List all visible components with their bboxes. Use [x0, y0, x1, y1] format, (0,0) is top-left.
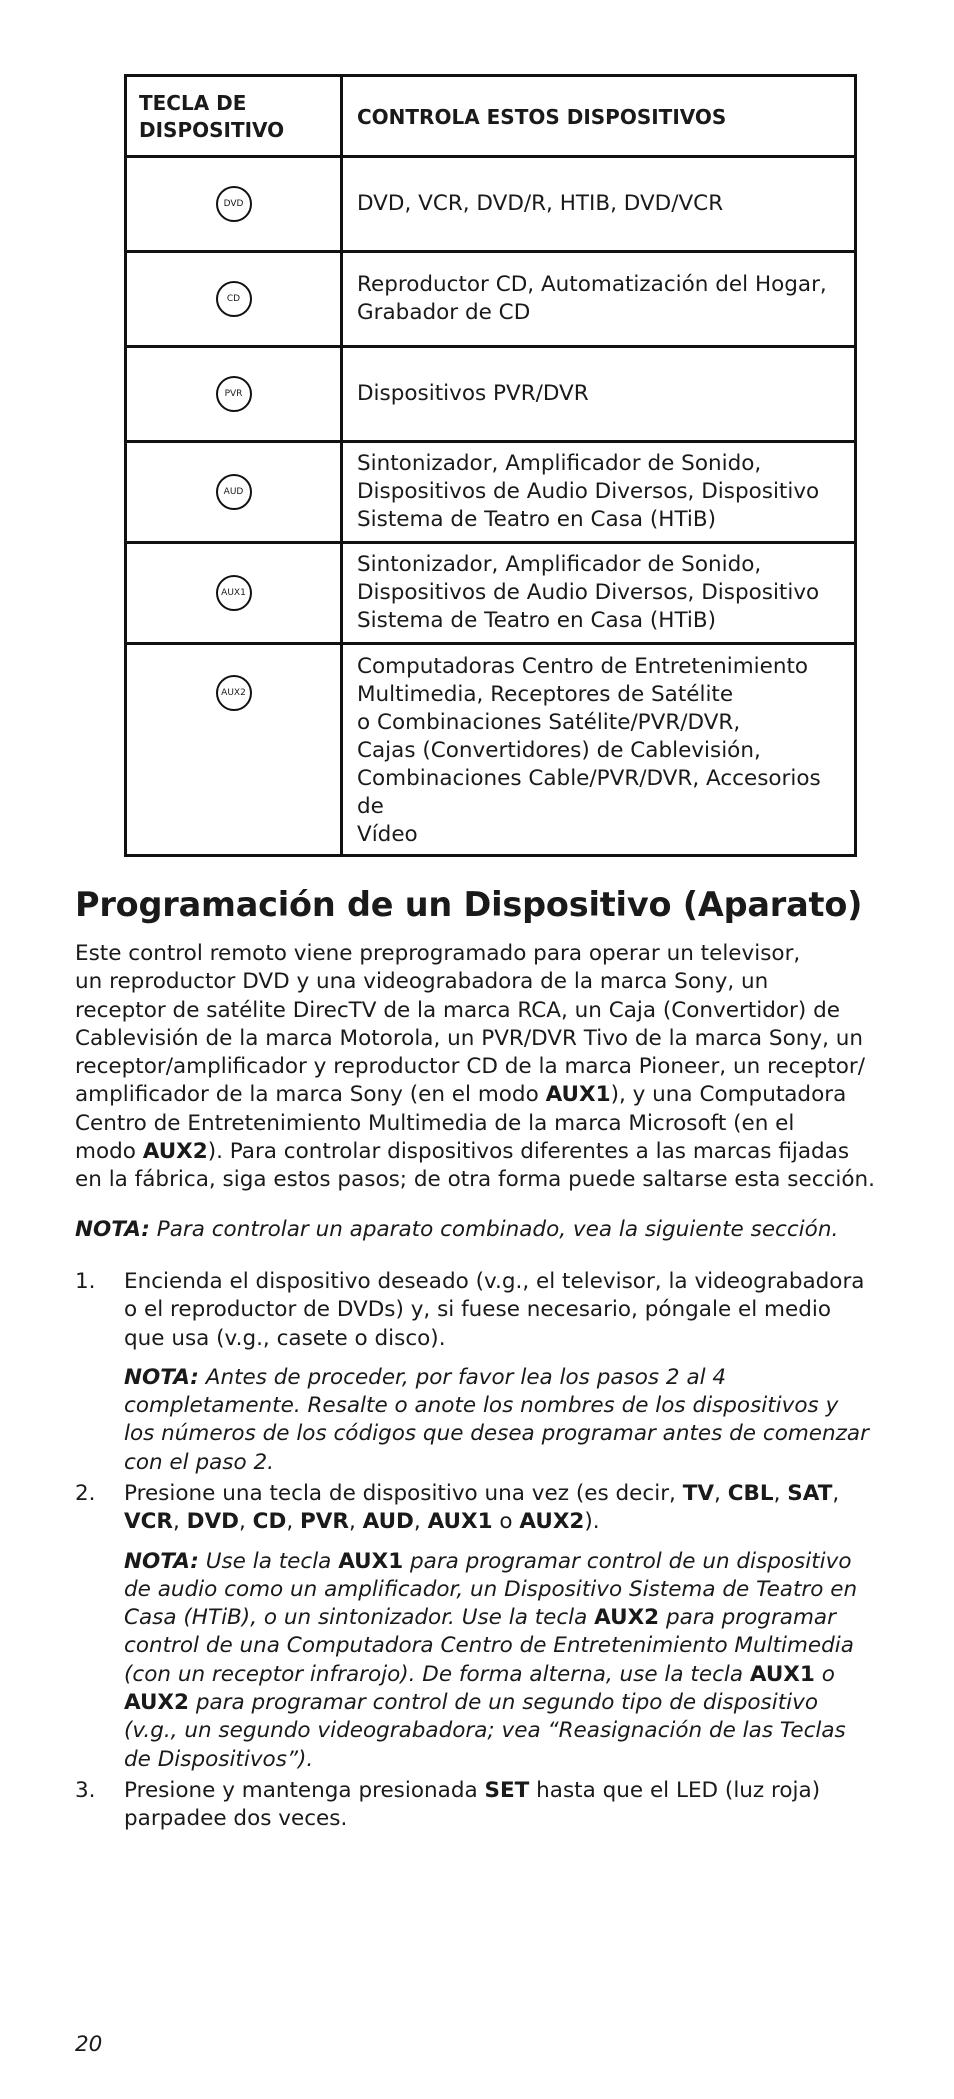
- aux2-key-icon: AUX2: [216, 675, 252, 711]
- aux1-key-label: AUX1: [545, 1082, 611, 1108]
- device-key-table: [124, 74, 857, 857]
- cd-key-icon: CD: [216, 281, 252, 317]
- cbl-key-label: CBL: [727, 1481, 774, 1506]
- step-text-part: Presione una tecla de dispositivo una vez (es decir,: [124, 1481, 683, 1506]
- devices-cell: Computadoras Centro de Entretenimiento Multimedia, Receptores de Satélite o Combinaciones Satélite/PVR/DVR, Cajas (Convertidores) de Cablevisión, Combinaciones Cable/PVR/DVR, Accesorios de Vídeo: [342, 644, 856, 856]
- note-label: NOTA:: [124, 1364, 199, 1390]
- combo-device-note: [75, 1216, 838, 1244]
- table-header-row: [126, 76, 856, 157]
- note-text: o: [821, 1661, 835, 1687]
- intro-text: Este control remoto viene preprogramado para operar un televisor, un reproductor DVD y una videograbadora de la marca Sony, un receptor de satélite DirecTV de la marca RCA, un Caja (Convertidor) de Cablevisión de la marca Motorola, un PVR/DVR Tivo de la marca Sony, un receptor/amplificador y reproductor CD de la marca Pioneer, un receptor/ amplificador de la marca Sony (en el modo: [75, 941, 866, 1108]
- note-text: para programar control de un dispositivo de audio como un amplificador, un Dispositivo Sistema de Teatro en Casa (HTiB), o un sintonizador. Use la tecla: [124, 1548, 858, 1631]
- header-controlled-devices: CONTROLA ESTOS DISPOSITIVOS: [342, 76, 856, 157]
- step-1: [75, 1268, 890, 1477]
- dvd-key-label: DVD: [186, 1509, 239, 1535]
- step-text-part: Presione y mantenga presionada: [124, 1778, 485, 1803]
- aux2-key-label: AUX2: [142, 1139, 208, 1165]
- aux2-key-label: AUX2: [594, 1605, 660, 1631]
- step-note: [124, 1364, 890, 1477]
- set-key-label: SET: [484, 1778, 530, 1803]
- pvr-key-label: PVR: [299, 1509, 349, 1535]
- note-text: para programar control de un segundo tipo de dispositivo (v.g., un segundo videograbadora; vea “Reasignación de las Teclas de Dispositivos”).: [124, 1690, 846, 1772]
- intro-paragraph: [75, 940, 890, 1195]
- table-row: [126, 157, 856, 252]
- devices-cell: Reproductor CD, Automatización del Hogar, Grabador de CD: [342, 252, 856, 347]
- devices-cell: DVD, VCR, DVD/R, HTIB, DVD/VCR: [342, 157, 856, 252]
- step-3: [75, 1777, 890, 1834]
- aux1-key-label: AUX1: [427, 1509, 493, 1535]
- note-text: para programar control de una Computadora Centro de Entretenimiento Multimedia (con un receptor infrarojo). De forma alterna, use la tecla: [124, 1605, 854, 1687]
- sat-key-label: SAT: [787, 1481, 833, 1506]
- section-title: Programación de un Dispositivo (Aparato): [75, 885, 863, 924]
- cd-key-label: CD: [252, 1509, 287, 1535]
- intro-text: ). Para controlar dispositivos diferentes a las marcas fijadas en la fábrica, siga estos pasos; de otra forma puede saltarse esta sección.: [75, 1139, 875, 1193]
- step-note: [124, 1548, 890, 1774]
- step-2: [75, 1480, 890, 1774]
- note-text: Antes de proceder, por favor lea los pasos 2 al 4 completamente. Resalte o anote los nombres de los dispositivos y los números de los códigos que desea programar antes de comenzar con el paso 2.: [124, 1364, 869, 1475]
- devices-cell: Sintonizador, Amplificador de Sonido, Dispositivos de Audio Diversos, Dispositivo Sistema de Teatro en Casa (HTiB): [342, 543, 856, 644]
- aux2-key-label: AUX2: [124, 1690, 189, 1716]
- aux1-key-label: AUX1: [338, 1548, 404, 1574]
- table-row: [126, 543, 856, 644]
- key-cell: [126, 442, 342, 543]
- step-text: Presione una tecla de dispositivo una vez (es decir, TV, CBL, SAT, VCR, DVD, CD, PVR, AUD, AUX1 o AUX2).: [124, 1481, 840, 1535]
- step-text: Encienda el dispositivo deseado (v.g., el televisor, la videograbadora o el reproductor de DVDs) y, si fuese necesario, póngale el medio que usa (v.g., casete o disco).: [124, 1269, 865, 1351]
- step-text: [124, 1777, 890, 1834]
- note-label: NOTA:: [124, 1548, 199, 1574]
- table-row: [126, 252, 856, 347]
- step-text-part: hasta que el LED (luz roja) parpadee dos veces.: [124, 1778, 821, 1832]
- step-text-part: o: [492, 1509, 520, 1535]
- step-number: 3.: [75, 1778, 96, 1803]
- aux1-key-label: AUX1: [749, 1661, 815, 1687]
- step-number: 1.: [75, 1269, 96, 1294]
- key-icon-wrap: [127, 645, 340, 711]
- key-cell: [126, 644, 342, 856]
- page-number: 20: [75, 2032, 103, 2057]
- vcr-key-label: VCR: [124, 1509, 173, 1535]
- step-number: 2.: [75, 1481, 96, 1506]
- key-cell: [126, 252, 342, 347]
- pvr-key-icon: PVR: [216, 376, 252, 412]
- note-text: Para controlar un aparato combinado, vea la siguiente sección.: [149, 1217, 839, 1242]
- key-cell: [126, 543, 342, 644]
- aux2-key-label: AUX2: [519, 1509, 585, 1535]
- tv-key-label: TV: [682, 1481, 715, 1506]
- dvd-key-icon: DVD: [216, 186, 252, 222]
- note-label: NOTA:: [75, 1217, 150, 1242]
- table-row: [126, 347, 856, 442]
- header-device-key: TECLA DE DISPOSITIVO: [126, 76, 342, 157]
- key-cell: [126, 157, 342, 252]
- key-cell: [126, 347, 342, 442]
- intro-text: ), y una Computadora Centro de Entretenimiento Multimedia de la marca Microsoft (en el modo: [75, 1082, 847, 1165]
- table-row: [126, 644, 856, 856]
- table-row: [126, 442, 856, 543]
- aud-key-label: AUD: [362, 1509, 414, 1535]
- devices-cell: Sintonizador, Amplificador de Sonido, Dispositivos de Audio Diversos, Dispositivo Sistema de Teatro en Casa (HTiB): [342, 442, 856, 543]
- aux1-key-icon: AUX1: [216, 575, 252, 611]
- step-text-part: ).: [584, 1509, 600, 1535]
- devices-cell: Dispositivos PVR/DVR: [342, 347, 856, 442]
- aud-key-icon: AUD: [216, 474, 252, 510]
- note-text: Use la tecla: [198, 1548, 339, 1574]
